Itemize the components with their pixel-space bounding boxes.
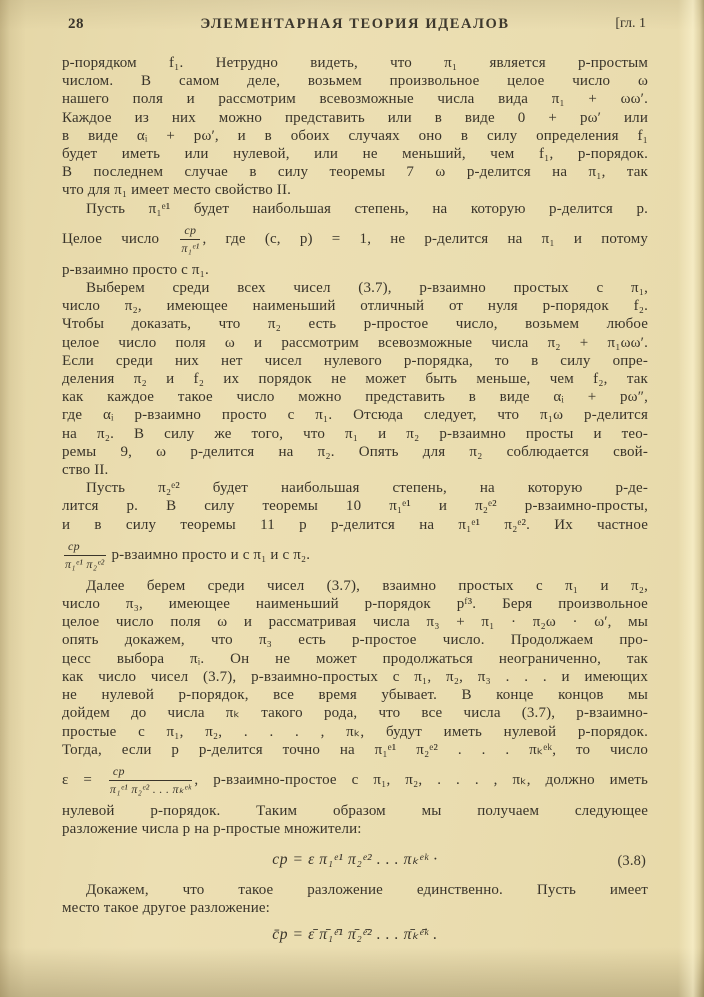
text-line: на π₂. В силу же того, что π₁ и π₂ p-взаимно просты и тео-	[62, 425, 648, 442]
text-line: не нулевой p-порядок, все время убывает. В конце концов мы	[62, 687, 648, 704]
text-line: целое число поля ω и рассматривая числа π₃ + π₁ · π₂ω · ω′, мы	[62, 614, 648, 631]
text-line: нулевой p-порядок. Таким образом мы получаем следующее	[62, 802, 648, 819]
fraction-pre-text: ε =	[62, 771, 107, 788]
text-line: лится p. В силу теоремы 10 π₁ᵉ¹ и π₂ᵉ² p-взаимно-просты,	[62, 498, 648, 515]
text-line: Пусть π₁ᵉ¹ будет наибольшая степень, на которую p-делится p.	[86, 200, 648, 217]
fraction-denominator: π₁ᵉ¹ π₂ᵉ² . . . πₖᵉᵏ	[109, 781, 192, 796]
text-line: Далее берем среди чисел (3.7), взаимно простых с π₁ и π₂,	[86, 577, 648, 594]
text-line: p-взаимно просто с π₁.	[62, 261, 209, 278]
text-line: Выберем среди всех чисел (3.7), p-взаимно простых с π₁,	[86, 280, 648, 297]
text-line: дойдем до числа πₖ такого рода, что все числа (3.7), p-взаимно-	[62, 705, 648, 722]
text-line: Если среди них нет чисел нулевого p-порядка, то в силу опре-	[62, 352, 648, 369]
text-line: будет иметь или нулевой, или не меньший, чем f₁, p-порядок.	[62, 146, 648, 163]
page-header	[62, 16, 648, 38]
text-line: Чтобы доказать, что π₂ есть p-простое число, возьмем любое	[62, 316, 648, 333]
display-formula	[62, 926, 648, 944]
text-line: ремы 9, ω p-делится на π₂. Опять для π₂ соблюдается свой-	[62, 443, 648, 460]
text-line: в виде αᵢ + pω′, и в обоих случаях оно в силу определения f₁	[62, 127, 648, 144]
text-line: число π₂, имеющее наименьший отличный от нуля p-порядок f₂.	[62, 298, 648, 315]
text-line: разложение числа p на p-простые множители:	[62, 821, 362, 838]
text-line-with-fraction	[62, 764, 648, 797]
text-line: Докажем, что такое разложение единственно. Пусть имеет	[86, 881, 648, 898]
fraction-denominator: π₁ᵉ¹	[181, 240, 200, 255]
fraction-post-text: p-взаимно просто и с π₁ и с π₂.	[107, 546, 311, 563]
running-head-title: ЭЛЕМЕНТАРНАЯ ТЕОРИЯ ИДЕАЛОВ	[200, 16, 510, 32]
formula-text: c̄p = ε̄ π̄₁ᵉ̄¹ π̄₂ᵉ̄² . . . π̄ₖᵉ̄ᵏ .	[272, 925, 438, 943]
fraction-pre-text: Целое число	[62, 230, 179, 247]
equation-number: (3.8)	[617, 853, 646, 870]
text-line: как каждое такое число можно представить в виде αᵢ + pω″,	[62, 389, 648, 406]
text-line: ство II.	[62, 462, 109, 479]
fraction-numerator: cp	[180, 223, 200, 240]
text-line: где αᵢ p-взаимно просто с π₁. Отсюда следует, что π₁ω p-делится	[62, 407, 648, 424]
display-formula	[62, 851, 648, 869]
text-line-with-fraction	[62, 223, 648, 256]
inline-fraction	[178, 223, 202, 256]
text-line: Пусть π₂ᵉ² будет наибольшая степень, на которую p-де-	[86, 480, 648, 497]
fraction-numerator: cp	[64, 539, 106, 556]
text-line: простые с π₁, π₂, . . . , πₖ, будут иметь нулевой p-порядок.	[62, 723, 648, 740]
text-line: В последнем случае в силу теоремы 7 ω p-делится на π₁, так	[62, 164, 648, 181]
fraction-post-text: , p-взаимно-простое с π₁, π₂, . . . , πₖ, должно иметь	[194, 771, 649, 788]
inline-fraction	[62, 539, 108, 572]
text-line: целое число поля ω и рассмотрим всевозможные числа π₂ + π₁ωω′.	[62, 334, 648, 351]
text-line: деления π₂ и f₂ их порядок не может быть меньше, чем f₂, так	[62, 371, 648, 388]
text-line: цесс выбора πᵢ. Он не может продолжаться неограниченно, так	[62, 650, 648, 667]
text-line: как число чисел (3.7), p-взаимно-простых с π₁, π₂, π₃ . . . и имеющих	[62, 668, 648, 685]
text-line: Тогда, если p p-делится точно на π₁ᵉ¹ π₂ᵉ² . . . πₖᵉᵏ, то число	[62, 741, 648, 758]
text-line-with-fraction	[62, 539, 648, 572]
text-line: Каждое из них можно представить или в виде 0 + pω′ или	[62, 109, 648, 126]
page-body	[62, 54, 648, 955]
chapter-ref: [гл. 1	[615, 16, 646, 31]
text-line: место такое другое разложение:	[62, 899, 271, 916]
fraction-numerator: cp	[109, 764, 193, 781]
text-line: нашего поля и рассмотрим всевозможные числа вида π₁ + ωω′.	[62, 91, 648, 108]
fraction-post-text: , где (c, p) = 1, не p-делится на π₁ и потому	[202, 230, 648, 247]
text-line: и в силу теоремы 11 p p-делится на π₁ᵉ¹ π₂ᵉ². Их частное	[62, 516, 648, 533]
text-line: числом. В самом деле, возьмем произвольное целое число ω	[62, 73, 648, 90]
inline-fraction	[107, 764, 195, 797]
fraction-denominator: π₁ᵉ¹ π₂ᵉ²	[65, 556, 105, 571]
page-number: 28	[68, 16, 84, 32]
formula-text: cp = ε π₁ᵉ¹ π₂ᵉ² . . . πₖᵉᵏ ·	[272, 851, 438, 869]
text-line: p-порядком f₁. Нетрудно видеть, что π₁ является p-простым	[62, 55, 648, 71]
text-line: опять докажем, что π₃ есть p-простое число. Продолжаем про-	[62, 632, 648, 649]
text-line: что для π₁ имеет место свойство II.	[62, 182, 291, 199]
text-line: число π₃, имеющее наименьший p-порядок pᶠ³. Беря произвольное	[62, 596, 648, 613]
